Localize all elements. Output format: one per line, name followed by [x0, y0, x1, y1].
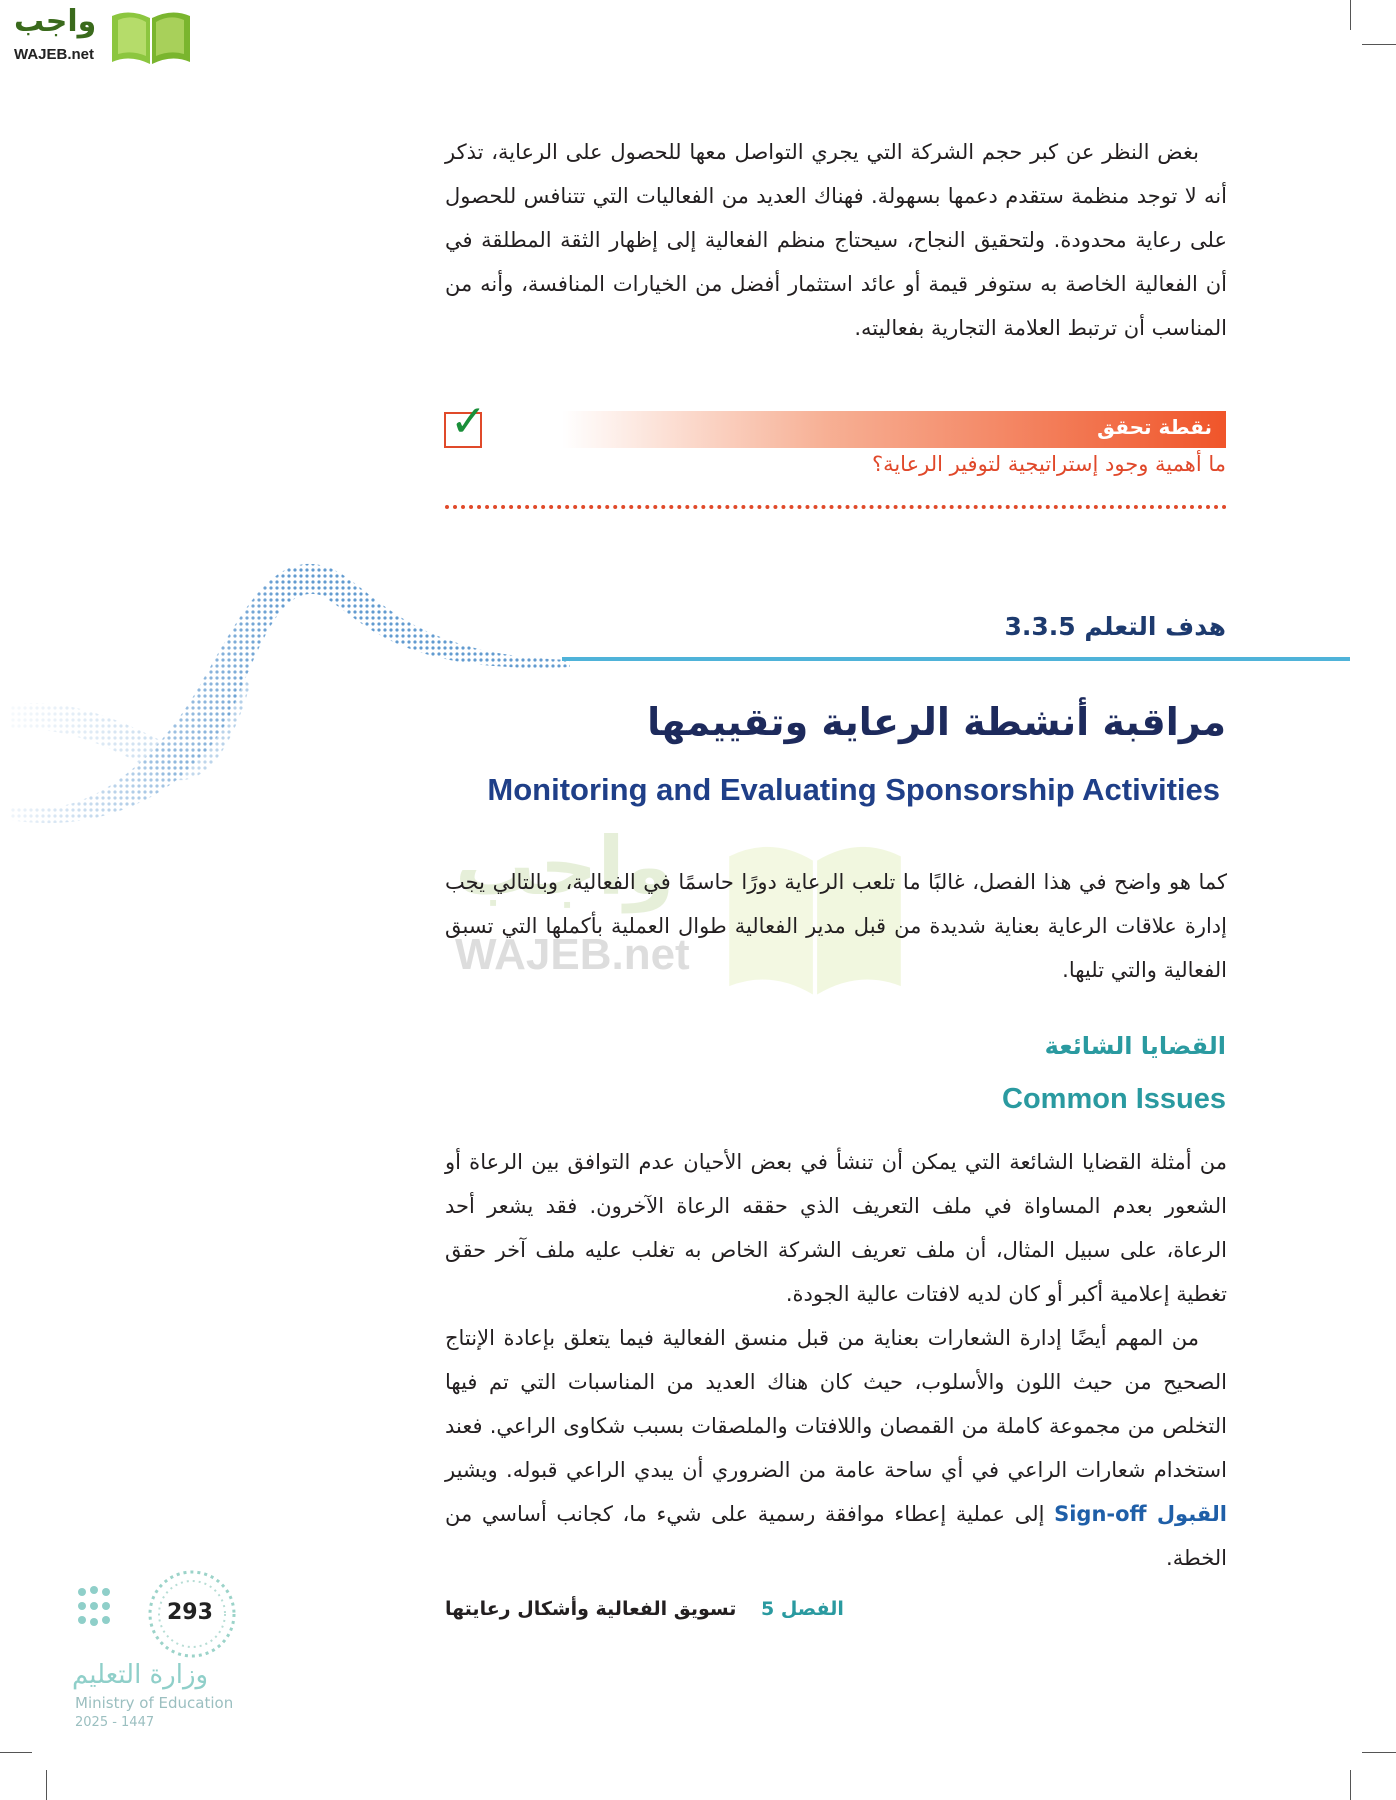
crop-mark — [1350, 1770, 1351, 1800]
paragraph-4: من المهم أيضًا إدارة الشعارات بعناية من قبل منسق الفعالية فيما يتعلق بإعادة الإنتاج الصحيح من حيث اللون والأسلوب، حيث كان هناك العديد من المناسبات التي تم فيها التخلص من مجموعة كاملة من القمصان واللافتات والملصقات بسبب شكاوى الراعي. فعند استخدام شعارات الراعي في أي ساحة عامة من الضروري أن يبدي الراعي قبوله. ويشير القبول Sign-off إلى عملية إعطاء موافقة رسمية على شيء ما، كجانب أساسي من الخطة. — [445, 1326, 1227, 1570]
checkpoint-label: نقطة تحقق — [1097, 415, 1212, 439]
page-footer — [445, 1598, 844, 1620]
chapter-number: الفصل 5 — [761, 1598, 844, 1620]
ministry-year: 2025 - 1447 — [75, 1715, 155, 1730]
goal-underline — [562, 657, 1350, 661]
subheading-english: Common Issues — [1002, 1083, 1226, 1115]
logo-latin: WAJEB.net — [14, 46, 95, 63]
ministry-emblem-icon — [72, 1570, 252, 1660]
section-title-arabic: مراقبة أنشطة الرعاية وتقييمها — [647, 700, 1226, 744]
checkmark-icon: ✓ — [450, 396, 487, 447]
wajeb-watermark: واجب WAJEB.net — [455, 820, 815, 1000]
crop-mark — [1350, 0, 1351, 30]
wave-decoration — [10, 555, 570, 835]
logo-arabic: واجب — [14, 4, 97, 39]
key-term: القبول Sign-off — [1054, 1502, 1227, 1526]
section-title-english: Monitoring and Evaluating Sponsorship Activities — [487, 772, 1220, 807]
learning-goal: هدف التعلم 3.3.5 — [1004, 612, 1226, 641]
crop-mark — [1362, 1752, 1396, 1753]
ministry-logo — [72, 1570, 252, 1735]
subheading-arabic: القضايا الشائعة — [1044, 1032, 1226, 1060]
chapter-title: تسويق الفعالية وأشكال رعايتها — [445, 1598, 737, 1620]
dotted-divider — [445, 505, 1227, 509]
ministry-arabic: وزارة التعليم — [72, 1660, 209, 1690]
page-number: 293 — [167, 1600, 213, 1625]
intro-paragraph: بغض النظر عن كبر حجم الشركة التي يجري التواصل معها للحصول على الرعاية، تذكر أنه لا توجد منظمة ستقدم دعمها بسهولة. فهناك العديد من الفعاليات التي تتنافس للحصول على رعاية محدودة. ولتحقيق النجاح، سيحتاج منظم الفعالية إلى إظهار الثقة المطلقة في أن الفعالية الخاصة به ستوفر قيمة أو عائد استثمار أفضل من الخيارات المنافسة، وأنه من المناسب أن ترتبط العلامة التجارية بفعاليته. — [445, 140, 1227, 340]
ministry-english: Ministry of Education — [75, 1694, 234, 1712]
crop-mark — [1362, 44, 1396, 45]
book-icon — [108, 6, 194, 66]
crop-mark — [0, 1752, 32, 1753]
checkpoint-banner — [562, 411, 1226, 448]
crop-mark — [46, 1770, 47, 1800]
checkpoint-checkbox — [444, 396, 487, 448]
paragraph-3: من أمثلة القضايا الشائعة التي يمكن أن تنشأ في بعض الأحيان عدم التوافق بين الرعاة أو الشعور بعدم المساواة في ملف التعريف الذي حققه الرعاة الآخرون. فقد يشعر أحد الرعاة، على سبيل المثال، أن ملف تعريف الشركة الخاص به تغلب عليه ملف آخر حقق تغطية إعلامية أكبر أو كان لديه لافتات عالية الجودة. من المهم أيضًا إدارة الشعارات بعناية من قبل منسق الفعالية فيما يتعلق بإعادة الإنتاج الصحيح من حيث اللون والأسلوب، حيث كان هناك العديد من المناسبات التي تم فيها التخلص من مجموعة كاملة من القمصان واللافتات والملصقات بسبب شكاوى الراعي. فعند استخدام شعارات الراعي في أي ساحة عامة من الضروري أن يبدي الراعي قبوله. ويشير القبول Sign-off إلى عملية إعطاء موافقة رسمية على شيء ما، كجانب أساسي من الخطة. — [445, 1140, 1227, 1580]
checkpoint-question: ما أهمية وجود إستراتيجية لتوفير الرعاية؟ — [871, 452, 1226, 476]
wajeb-logo[interactable] — [8, 4, 193, 70]
paragraph-2: كما هو واضح في هذا الفصل، غالبًا ما تلعب الرعاية دورًا حاسمًا في الفعالية، وبالتالي يجب إدارة علاقات الرعاية بعناية شديدة من قبل مدير الفعالية طوال العملية بأكملها التي تسبق الفعالية والتي تليها. — [445, 870, 1227, 982]
